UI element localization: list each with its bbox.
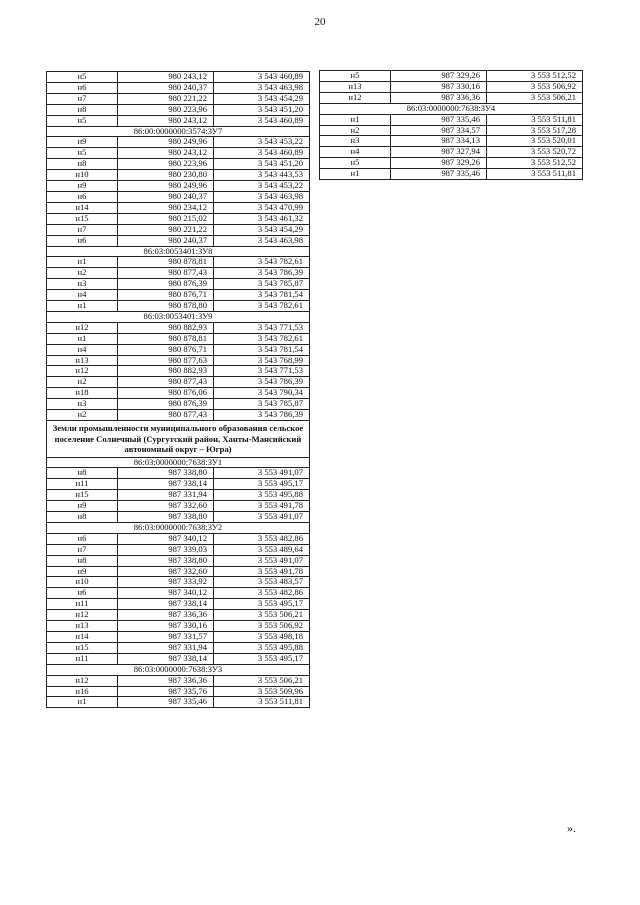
x-coordinate-cell: 987 339,03 (118, 544, 214, 555)
table-row (47, 202, 310, 213)
point-id-cell: н7 (47, 224, 118, 235)
point-id-cell: н1 (47, 301, 118, 312)
point-id-cell: н18 (47, 388, 118, 399)
table-row (47, 279, 310, 290)
x-coordinate-cell: 980 876,06 (118, 388, 214, 399)
point-id-cell: н8 (47, 468, 118, 479)
point-id-cell: н8 (47, 555, 118, 566)
x-coordinate-cell: 987 335,46 (118, 697, 214, 708)
point-id-cell: н10 (47, 577, 118, 588)
point-id-cell: н5 (320, 71, 391, 82)
y-coordinate-cell: 3 543 781,54 (214, 290, 310, 301)
point-id-cell: н12 (320, 92, 391, 103)
point-id-cell: н3 (47, 399, 118, 410)
y-coordinate-cell: 3 543 463,98 (214, 235, 310, 246)
x-coordinate-cell: 987 327,94 (391, 147, 487, 158)
table-row (47, 468, 310, 479)
x-coordinate-cell: 980 882,93 (118, 322, 214, 333)
table-row (47, 148, 310, 159)
point-id-cell: н6 (47, 235, 118, 246)
y-coordinate-cell: 3 543 463,98 (214, 191, 310, 202)
y-coordinate-cell: 3 553 509,96 (214, 686, 310, 697)
table-row (320, 169, 583, 180)
point-id-cell: н11 (47, 653, 118, 664)
x-coordinate-cell: 980 878,81 (118, 333, 214, 344)
table-row (47, 642, 310, 653)
parcel-header-row (47, 311, 310, 322)
parcel-number: 86:03:0000000:7638:ЗУ2 (47, 522, 310, 533)
closing-mark: ». (567, 821, 576, 835)
y-coordinate-cell: 3 553 512,52 (487, 71, 583, 82)
x-coordinate-cell: 980 230,80 (118, 170, 214, 181)
y-coordinate-cell: 3 543 768,99 (214, 355, 310, 366)
point-id-cell: н9 (47, 566, 118, 577)
point-id-cell: н1 (47, 257, 118, 268)
table-row (47, 566, 310, 577)
point-id-cell: н3 (320, 136, 391, 147)
point-id-cell: н14 (47, 632, 118, 643)
table-row (47, 399, 310, 410)
y-coordinate-cell: 3 553 520,72 (487, 147, 583, 158)
x-coordinate-cell: 980 243,12 (118, 148, 214, 159)
x-coordinate-cell: 980 243,12 (118, 72, 214, 83)
y-coordinate-cell: 3 543 454,29 (214, 93, 310, 104)
parcel-header-row (47, 126, 310, 137)
table-row (320, 158, 583, 169)
y-coordinate-cell: 3 553 511,81 (487, 114, 583, 125)
point-id-cell: н13 (47, 621, 118, 632)
point-id-cell: н5 (47, 72, 118, 83)
x-coordinate-cell: 987 329,26 (391, 158, 487, 169)
y-coordinate-cell: 3 553 506,21 (214, 675, 310, 686)
point-id-cell: н2 (47, 410, 118, 421)
point-id-cell: н2 (47, 268, 118, 279)
x-coordinate-cell: 987 332,60 (118, 501, 214, 512)
point-id-cell: н11 (47, 479, 118, 490)
parcel-header-row (47, 457, 310, 468)
x-coordinate-cell: 980 876,71 (118, 290, 214, 301)
table-row (47, 599, 310, 610)
x-coordinate-cell: 987 338,80 (118, 555, 214, 566)
x-coordinate-cell: 987 335,76 (118, 686, 214, 697)
section-title-row (47, 421, 310, 458)
point-id-cell: н8 (47, 104, 118, 115)
table-row (320, 136, 583, 147)
x-coordinate-cell: 980 882,93 (118, 366, 214, 377)
point-id-cell: н2 (320, 125, 391, 136)
x-coordinate-cell: 987 331,94 (118, 490, 214, 501)
x-coordinate-cell: 980 878,81 (118, 257, 214, 268)
y-coordinate-cell: 3 543 463,98 (214, 82, 310, 93)
y-coordinate-cell: 3 543 785,87 (214, 279, 310, 290)
x-coordinate-cell: 980 876,39 (118, 399, 214, 410)
parcel-number: 86:03:0000000:7638:ЗУ1 (47, 457, 310, 468)
table-row (47, 653, 310, 664)
x-coordinate-cell: 980 877,63 (118, 355, 214, 366)
x-coordinate-cell: 980 249,96 (118, 137, 214, 148)
table-row (47, 512, 310, 523)
y-coordinate-cell: 3 553 520,01 (487, 136, 583, 147)
table-row (320, 81, 583, 92)
x-coordinate-cell: 987 338,80 (118, 468, 214, 479)
point-id-cell: н11 (47, 599, 118, 610)
point-id-cell: н14 (47, 202, 118, 213)
table-row (47, 410, 310, 421)
x-coordinate-cell: 980 877,43 (118, 410, 214, 421)
y-coordinate-cell: 3 553 491,78 (214, 566, 310, 577)
table-row (47, 181, 310, 192)
point-id-cell: н4 (47, 290, 118, 301)
x-coordinate-cell: 987 331,57 (118, 632, 214, 643)
x-coordinate-cell: 987 334,13 (391, 136, 487, 147)
y-coordinate-cell: 3 543 460,89 (214, 115, 310, 126)
parcel-header-row (320, 103, 583, 114)
table-row (47, 501, 310, 512)
point-id-cell: н1 (47, 697, 118, 708)
table-row (47, 290, 310, 301)
x-coordinate-cell: 987 338,14 (118, 653, 214, 664)
y-coordinate-cell: 3 543 470,99 (214, 202, 310, 213)
page-number: 20 (314, 16, 326, 28)
y-coordinate-cell: 3 543 786,39 (214, 410, 310, 421)
point-id-cell: н8 (47, 159, 118, 170)
section-title: Земли промышленности муниципального образования сельское поселение Солнечный (Сургутский район, Ханты-Мансийский автономный округ – Югра) (47, 421, 310, 458)
y-coordinate-cell: 3 543 782,61 (214, 301, 310, 312)
table-row (47, 170, 310, 181)
x-coordinate-cell: 980 240,37 (118, 191, 214, 202)
point-id-cell: н8 (47, 512, 118, 523)
y-coordinate-cell: 3 543 453,22 (214, 181, 310, 192)
coordinates-table-left (46, 71, 310, 708)
x-coordinate-cell: 987 333,92 (118, 577, 214, 588)
table-row (47, 533, 310, 544)
point-id-cell: н2 (47, 377, 118, 388)
y-coordinate-cell: 3 553 491,78 (214, 501, 310, 512)
point-id-cell: н3 (47, 279, 118, 290)
point-id-cell: н15 (47, 490, 118, 501)
table-row (47, 490, 310, 501)
y-coordinate-cell: 3 543 786,39 (214, 377, 310, 388)
x-coordinate-cell: 980 878,80 (118, 301, 214, 312)
point-id-cell: н9 (47, 137, 118, 148)
table-row (47, 377, 310, 388)
table-row (47, 344, 310, 355)
point-id-cell: н5 (47, 115, 118, 126)
table-row (47, 333, 310, 344)
y-coordinate-cell: 3 553 489,64 (214, 544, 310, 555)
y-coordinate-cell: 3 553 495,17 (214, 479, 310, 490)
point-id-cell: н16 (47, 686, 118, 697)
table-row (47, 301, 310, 312)
y-coordinate-cell: 3 543 461,32 (214, 213, 310, 224)
table-row (47, 555, 310, 566)
x-coordinate-cell: 987 340,12 (118, 588, 214, 599)
table-row (47, 268, 310, 279)
y-coordinate-cell: 3 543 454,29 (214, 224, 310, 235)
table-row (47, 479, 310, 490)
y-coordinate-cell: 3 553 495,17 (214, 599, 310, 610)
x-coordinate-cell: 980 223,96 (118, 159, 214, 170)
point-id-cell: н6 (47, 533, 118, 544)
table-row (47, 72, 310, 83)
y-coordinate-cell: 3 553 483,57 (214, 577, 310, 588)
point-id-cell: н5 (320, 158, 391, 169)
table-row (47, 115, 310, 126)
y-coordinate-cell: 3 553 506,92 (487, 81, 583, 92)
x-coordinate-cell: 980 249,96 (118, 181, 214, 192)
x-coordinate-cell: 980 877,43 (118, 377, 214, 388)
table-row (47, 697, 310, 708)
x-coordinate-cell: 980 243,12 (118, 115, 214, 126)
table-row (320, 125, 583, 136)
point-id-cell: н1 (320, 169, 391, 180)
point-id-cell: н1 (320, 114, 391, 125)
point-id-cell: н4 (47, 344, 118, 355)
x-coordinate-cell: 987 336,36 (118, 610, 214, 621)
point-id-cell: н6 (47, 82, 118, 93)
table-row (320, 71, 583, 82)
x-coordinate-cell: 980 223,96 (118, 104, 214, 115)
parcel-number: 86:03:0053401:ЗУ9 (47, 311, 310, 322)
y-coordinate-cell: 3 553 491,07 (214, 512, 310, 523)
table-row (47, 632, 310, 643)
point-id-cell: н12 (47, 675, 118, 686)
y-coordinate-cell: 3 553 511,81 (214, 697, 310, 708)
y-coordinate-cell: 3 543 790,34 (214, 388, 310, 399)
point-id-cell: н1 (47, 333, 118, 344)
y-coordinate-cell: 3 543 451,20 (214, 104, 310, 115)
x-coordinate-cell: 987 334,57 (391, 125, 487, 136)
x-coordinate-cell: 987 330,16 (391, 81, 487, 92)
x-coordinate-cell: 987 336,36 (118, 675, 214, 686)
y-coordinate-cell: 3 553 495,88 (214, 642, 310, 653)
point-id-cell: н4 (320, 147, 391, 158)
x-coordinate-cell: 980 876,71 (118, 344, 214, 355)
table-row (47, 191, 310, 202)
x-coordinate-cell: 980 877,43 (118, 268, 214, 279)
y-coordinate-cell: 3 553 491,07 (214, 468, 310, 479)
x-coordinate-cell: 987 332,60 (118, 566, 214, 577)
table-row (47, 610, 310, 621)
x-coordinate-cell: 980 876,39 (118, 279, 214, 290)
x-coordinate-cell: 980 240,37 (118, 82, 214, 93)
y-coordinate-cell: 3 553 491,07 (214, 555, 310, 566)
x-coordinate-cell: 980 221,22 (118, 224, 214, 235)
y-coordinate-cell: 3 543 782,61 (214, 257, 310, 268)
y-coordinate-cell: 3 543 460,89 (214, 72, 310, 83)
table-row (320, 114, 583, 125)
y-coordinate-cell: 3 553 517,28 (487, 125, 583, 136)
x-coordinate-cell: 980 215,02 (118, 213, 214, 224)
table-row (47, 159, 310, 170)
y-coordinate-cell: 3 543 782,61 (214, 333, 310, 344)
point-id-cell: н12 (47, 610, 118, 621)
table-row (47, 235, 310, 246)
point-id-cell: н13 (320, 81, 391, 92)
x-coordinate-cell: 987 340,12 (118, 533, 214, 544)
point-id-cell: н12 (47, 366, 118, 377)
y-coordinate-cell: 3 553 482,86 (214, 533, 310, 544)
point-id-cell: н5 (47, 148, 118, 159)
table-row (47, 366, 310, 377)
table-row (47, 322, 310, 333)
parcel-header-row (47, 246, 310, 257)
point-id-cell: н6 (47, 191, 118, 202)
y-coordinate-cell: 3 553 506,21 (214, 610, 310, 621)
table-row (47, 675, 310, 686)
parcel-number: 86:00:0000000:3574:ЗУ7 (47, 126, 310, 137)
table-row (47, 588, 310, 599)
y-coordinate-cell: 3 543 453,22 (214, 137, 310, 148)
table-row (47, 621, 310, 632)
table-row (47, 213, 310, 224)
y-coordinate-cell: 3 553 495,17 (214, 653, 310, 664)
table-row (47, 137, 310, 148)
point-id-cell: н9 (47, 501, 118, 512)
table-row (320, 92, 583, 103)
y-coordinate-cell: 3 553 511,81 (487, 169, 583, 180)
y-coordinate-cell: 3 543 460,89 (214, 148, 310, 159)
x-coordinate-cell: 987 336,36 (391, 92, 487, 103)
x-coordinate-cell: 980 234,12 (118, 202, 214, 213)
table-row (47, 388, 310, 399)
y-coordinate-cell: 3 553 495,88 (214, 490, 310, 501)
point-id-cell: н13 (47, 355, 118, 366)
y-coordinate-cell: 3 543 451,20 (214, 159, 310, 170)
table-row (47, 544, 310, 555)
table-row (47, 82, 310, 93)
y-coordinate-cell: 3 543 771,53 (214, 366, 310, 377)
y-coordinate-cell: 3 543 785,87 (214, 399, 310, 410)
x-coordinate-cell: 987 330,16 (118, 621, 214, 632)
y-coordinate-cell: 3 553 498,18 (214, 632, 310, 643)
x-coordinate-cell: 987 338,14 (118, 599, 214, 610)
x-coordinate-cell: 987 338,14 (118, 479, 214, 490)
point-id-cell: н7 (47, 544, 118, 555)
point-id-cell: н12 (47, 322, 118, 333)
y-coordinate-cell: 3 543 443,53 (214, 170, 310, 181)
parcel-number: 86:03:0053401:ЗУ8 (47, 246, 310, 257)
x-coordinate-cell: 987 329,26 (391, 71, 487, 82)
table-row (47, 686, 310, 697)
point-id-cell: н15 (47, 642, 118, 653)
point-id-cell: н7 (47, 93, 118, 104)
parcel-number: 86:03:0000000:7638:ЗУ4 (320, 103, 583, 114)
coordinates-table-right (319, 70, 583, 180)
table-row (47, 577, 310, 588)
y-coordinate-cell: 3 543 781,54 (214, 344, 310, 355)
x-coordinate-cell: 980 221,22 (118, 93, 214, 104)
y-coordinate-cell: 3 543 771,53 (214, 322, 310, 333)
point-id-cell: н15 (47, 213, 118, 224)
x-coordinate-cell: 987 331,94 (118, 642, 214, 653)
x-coordinate-cell: 987 335,46 (391, 114, 487, 125)
table-row (47, 355, 310, 366)
x-coordinate-cell: 987 335,46 (391, 169, 487, 180)
table-row (47, 224, 310, 235)
point-id-cell: н6 (47, 588, 118, 599)
table-row (320, 147, 583, 158)
y-coordinate-cell: 3 553 506,21 (487, 92, 583, 103)
y-coordinate-cell: 3 553 482,86 (214, 588, 310, 599)
parcel-header-row (47, 664, 310, 675)
x-coordinate-cell: 980 240,37 (118, 235, 214, 246)
parcel-number: 86:03:0000000:7638:ЗУ3 (47, 664, 310, 675)
parcel-header-row (47, 522, 310, 533)
y-coordinate-cell: 3 543 786,39 (214, 268, 310, 279)
table-row (47, 93, 310, 104)
table-row (47, 257, 310, 268)
table-row (47, 104, 310, 115)
point-id-cell: н10 (47, 170, 118, 181)
y-coordinate-cell: 3 553 506,92 (214, 621, 310, 632)
y-coordinate-cell: 3 553 512,52 (487, 158, 583, 169)
x-coordinate-cell: 987 338,80 (118, 512, 214, 523)
point-id-cell: н9 (47, 181, 118, 192)
